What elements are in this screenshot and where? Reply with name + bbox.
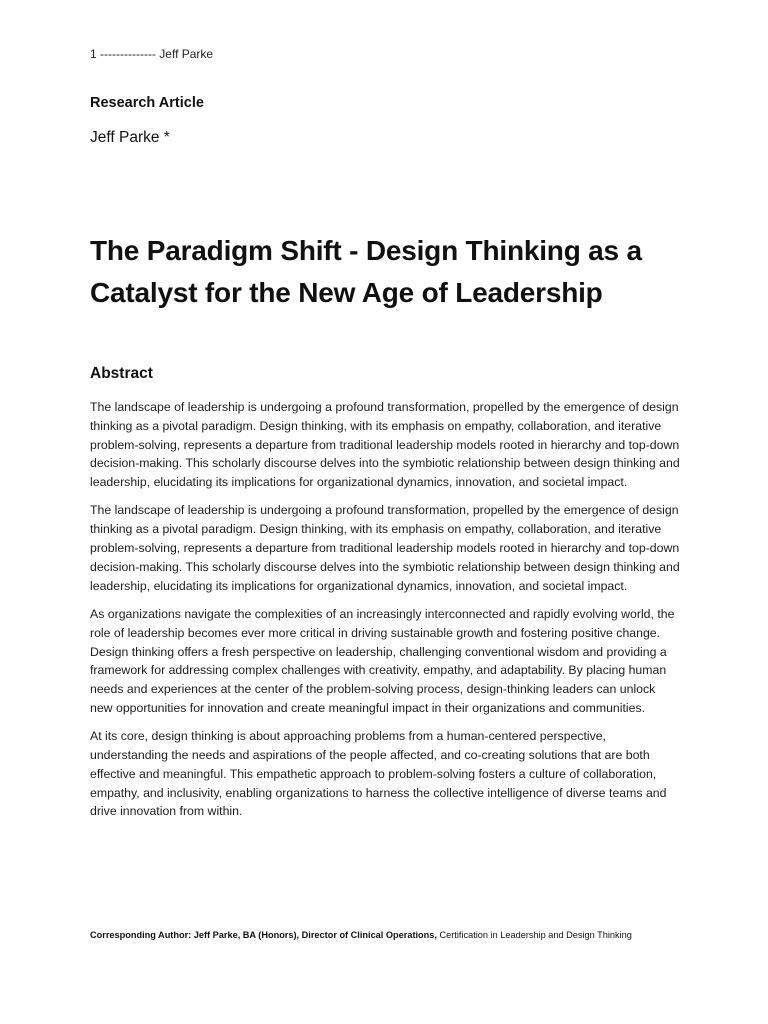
corresponding-author-name: Corresponding Author: Jeff Parke, BA (Honors), Director of Clinical Operations, [90,930,437,940]
author-line: Jeff Parke * [90,129,170,146]
abstract-body [90,398,680,831]
corresponding-author-footer [90,930,632,940]
running-header: 1 -------------- Jeff Parke [90,47,214,61]
paragraph: At its core, design thinking is about approaching problems from a human-centered perspective, understanding the needs and aspirations of the people affected, and co-creating solutions that are both effective and meaningful. This empathetic approach to problem-solving fosters a culture of collaboration, empathy, and inclusivity, enabling organizations to harness the collective intelligence of diverse teams and drive innovation from within. [90,729,667,819]
corresponding-author-certification: Certification in Leadership and Design Thinking [436,930,632,940]
paragraph: The landscape of leadership is undergoing a profound transformation, propelled by the emergence of design thinking as a pivotal paradigm. Design thinking, with its emphasis on empathy, collaboration, and iterative problem-solving, represents a departure from traditional leadership models rooted in hierarchy and top-down decision-making. This scholarly discourse delves into the symbiotic relationship between design thinking and leadership, elucidating its implications for organizational dynamics, innovation, and societal impact. [90,400,680,490]
article-title: The Paradigm Shift - Design Thinking as a Catalyst for the New Age of Leadership [90,235,642,308]
paragraph: As organizations navigate the complexities of an increasingly interconnected and rapidly evolving world, the role of leadership becomes ever more critical in driving sustainable growth and fostering positive change. Design thinking offers a fresh perspective on leadership, challenging conventional wisdom and providing a framework for addressing complex challenges with creativity, empathy, and adaptability. By placing human needs and experiences at the center of the problem-solving process, design-thinking leaders can unlock new opportunities for innovation and create meaningful impact in their organizations and communities. [90,606,675,715]
abstract-heading: Abstract [90,365,153,382]
article-type-label: Research Article [90,95,204,111]
paragraph: The landscape of leadership is undergoing a profound transformation, propelled by the emergence of design thinking as a pivotal paradigm. Design thinking, with its emphasis on empathy, collaboration, and iterative problem-solving, represents a departure from traditional leadership models rooted in hierarchy and top-down decision-making. This scholarly discourse delves into the symbiotic relationship between design thinking and leadership, elucidating its implications for organizational dynamics, innovation, and societal impact. [90,503,680,593]
